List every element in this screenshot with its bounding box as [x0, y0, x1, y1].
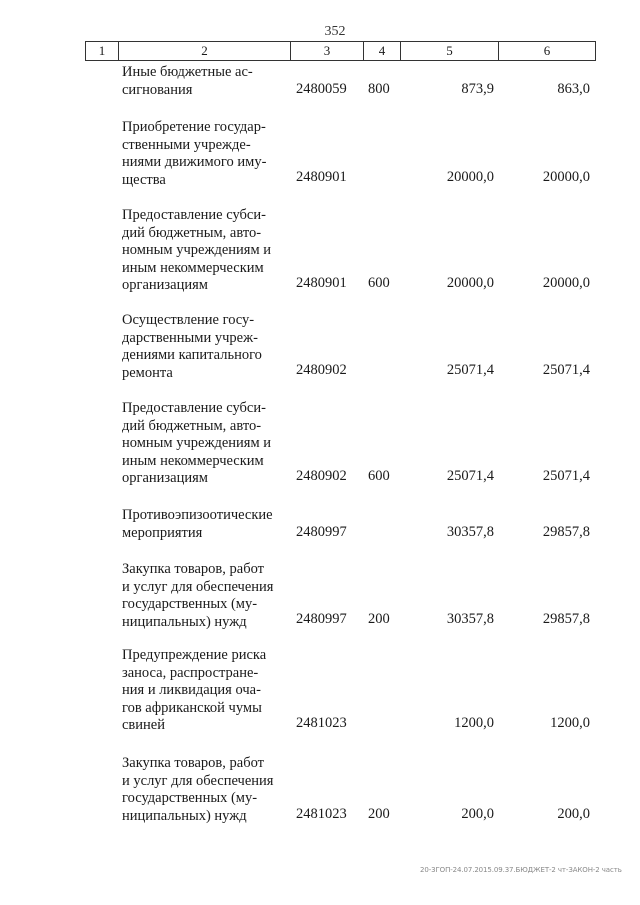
row-value-col5: 30357,8	[446, 611, 494, 627]
row-value-col5: 25071,4	[446, 468, 494, 484]
row-value-col5: 30357,8	[446, 524, 494, 540]
row-code: 2481023	[296, 715, 347, 731]
page-number: 352	[324, 24, 346, 39]
row-code: 2481023	[296, 806, 347, 822]
row-value-col6: 20000,0	[542, 275, 590, 291]
column-header-row	[85, 41, 596, 61]
row-description: Предупреждение риска заноса, распростране- ния и ликвидация оча- гов африканской чумы свиней	[122, 647, 267, 733]
row-value-col6: 863,0	[557, 81, 590, 97]
row-value-col6: 20000,0	[542, 169, 590, 185]
column-header-6: 6	[543, 43, 551, 58]
row-value-col6: 1200,0	[550, 715, 590, 731]
row-description: Предоставление субси- дий бюджетным, авто- номным учреждениям и иным некоммерческим организациям	[122, 400, 272, 486]
row-value-col6: 25071,4	[542, 468, 590, 484]
row-description: Осуществление госу- дарственными учреж- дениями капитального ремонта	[122, 312, 262, 381]
row-value-col5: 200,0	[461, 806, 494, 822]
row-description: Закупка товаров, работ и услуг для обеспечения государственных (му- ниципальных) нужд	[122, 561, 274, 630]
column-header-5: 5	[401, 42, 499, 60]
row-value-col5: 873,9	[461, 81, 494, 97]
row-description: Закупка товаров, работ и услуг для обеспечения государственных (му- ниципальных) нужд	[122, 755, 274, 824]
row-value-col5: 1200,0	[454, 715, 494, 731]
row-code: 2480997	[296, 524, 347, 540]
row-value-col6: 25071,4	[542, 362, 590, 378]
row-expense-type: 800	[368, 81, 390, 97]
row-value-col6: 200,0	[557, 806, 590, 822]
row-description: Приобретение государ- ственными учрежде- ниями движимого иму- щества	[122, 119, 267, 188]
row-value-col5: 20000,0	[446, 169, 494, 185]
column-header-2: 2	[119, 42, 291, 60]
row-code: 2480997	[296, 611, 347, 627]
row-code: 2480059	[296, 81, 347, 97]
column-header-1: 1	[86, 42, 119, 60]
row-code: 2480901	[296, 275, 347, 291]
document-footer-code: 20-3ГОП-24.07.2015.09.37.БЮДЖЕТ-2 чт-ЗАКОН-2 часть	[420, 866, 622, 874]
column-header-3: 3	[291, 42, 364, 60]
row-expense-type: 200	[368, 611, 390, 627]
row-code: 2480902	[296, 362, 347, 378]
row-code: 2480901	[296, 169, 347, 185]
row-value-col6: 29857,8	[542, 611, 590, 627]
row-expense-type: 600	[368, 275, 390, 291]
row-expense-type: 600	[368, 468, 390, 484]
row-value-col6: 29857,8	[542, 524, 590, 540]
row-code: 2480902	[296, 468, 347, 484]
column-header-4: 4	[364, 42, 401, 60]
row-value-col5: 25071,4	[446, 362, 494, 378]
row-description: Иные бюджетные ас- сигнования	[122, 64, 253, 98]
row-description: Предоставление субси- дий бюджетным, авто- номным учреждениям и иным некоммерческим организациям	[122, 207, 272, 293]
row-description: Противоэпизоотические мероприятия	[122, 507, 273, 541]
row-value-col5: 20000,0	[446, 275, 494, 291]
row-expense-type: 200	[368, 806, 390, 822]
